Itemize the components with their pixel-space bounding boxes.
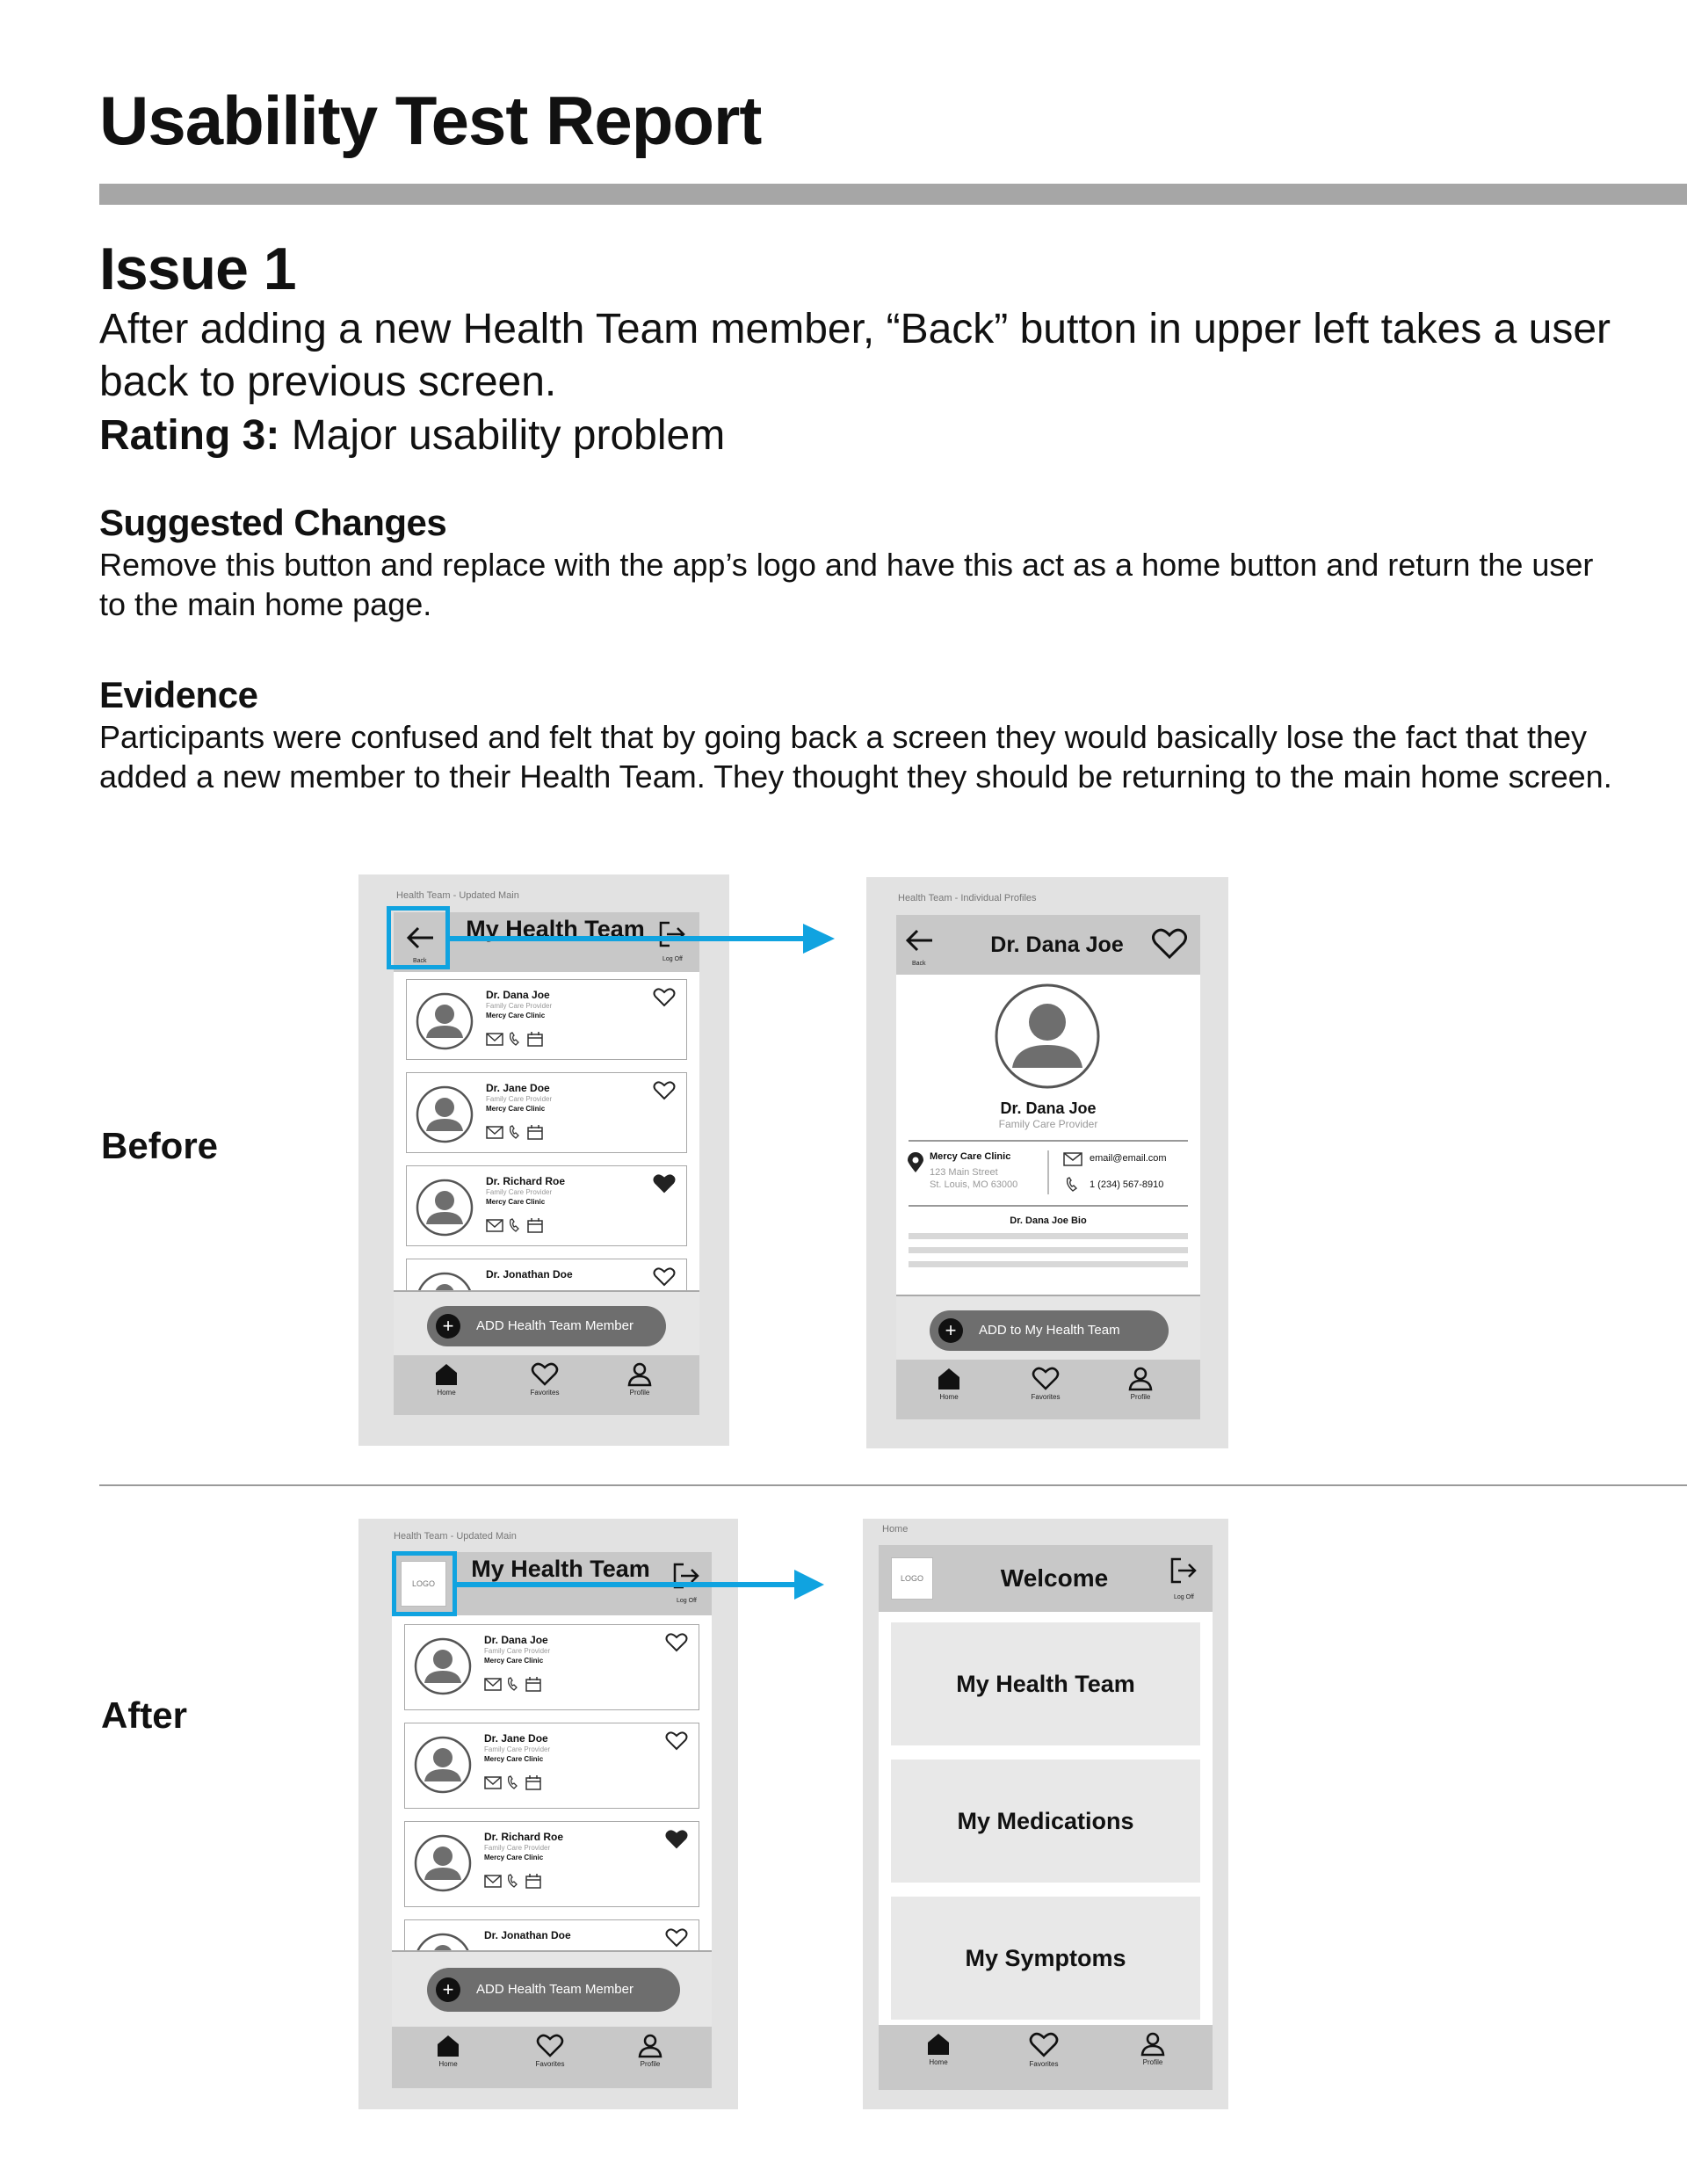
nav-home-label: Home <box>929 2058 948 2066</box>
member-card[interactable] <box>406 979 687 1060</box>
nav-favorites-label: Favorites <box>535 2060 565 2068</box>
profile-icon <box>637 2034 663 2058</box>
nav-profile-label: Profile <box>1142 2058 1163 2066</box>
avatar-icon <box>414 1637 472 1695</box>
app-header <box>896 915 1200 975</box>
phone-icon <box>1065 1177 1081 1193</box>
nav-profile[interactable] <box>1114 1367 1167 1401</box>
profile-street: 123 Main Street <box>930 1167 998 1178</box>
rating-label: Rating 3: <box>99 412 280 459</box>
bio-heading: Dr. Dana Joe Bio <box>1010 1215 1087 1226</box>
before-label: Before <box>101 1125 219 1166</box>
divider <box>1047 1150 1049 1194</box>
add-member-label: ADD Health Team Member <box>476 1982 634 1997</box>
screen-title: Dr. Dana Joe <box>990 932 1124 957</box>
profile-icon <box>1127 1367 1154 1391</box>
nav-favorites-label: Favorites <box>1029 2060 1059 2068</box>
avatar-icon <box>416 1179 474 1237</box>
nav-home-label: Home <box>438 2060 458 2068</box>
screen-caption: Health Team - Individual Profiles <box>898 893 1037 903</box>
member-role: Family Care Provider <box>484 1745 551 1753</box>
logo-button[interactable]: LOGO <box>401 1561 446 1607</box>
nav-profile[interactable] <box>624 2034 677 2068</box>
profile-clinic: Mercy Care Clinic <box>930 1151 1011 1162</box>
health-team-screen <box>392 1552 712 2088</box>
heart-icon <box>531 1362 559 1387</box>
screen-caption: Home <box>882 1524 909 1535</box>
favorite-heart-icon[interactable] <box>1151 927 1188 965</box>
member-name: Dr. Jane Doe <box>484 1732 548 1745</box>
favorite-heart-icon[interactable] <box>653 1080 676 1101</box>
profile-phone[interactable]: 1 (234) 567-8910 <box>1090 1179 1164 1190</box>
section-divider <box>99 1484 1687 1486</box>
nav-home[interactable] <box>422 2034 474 2068</box>
evidence-heading: Evidence <box>99 674 258 715</box>
screen-caption: Health Team - Updated Main <box>396 890 519 901</box>
bottom-nav <box>896 1360 1200 1419</box>
logoff-label: Log Off <box>677 1598 697 1604</box>
member-role: Family Care Provider <box>484 1844 551 1852</box>
favorite-heart-filled-icon[interactable] <box>653 1173 676 1194</box>
logoff-label: Log Off <box>662 956 683 962</box>
divider <box>909 1140 1188 1142</box>
nav-home[interactable] <box>420 1362 473 1397</box>
member-clinic: Mercy Care Clinic <box>484 1657 544 1665</box>
suggested-changes-body: Remove this button and replace with the app’s logo and have this act as a home button and return the user to the main home page. <box>99 547 1594 622</box>
add-to-team-label: ADD to My Health Team <box>979 1323 1120 1338</box>
member-card[interactable] <box>404 1821 699 1907</box>
member-clinic: Mercy Care Clinic <box>486 1198 546 1206</box>
member-clinic: Mercy Care Clinic <box>486 1105 546 1113</box>
location-pin-icon <box>907 1152 924 1173</box>
member-role: Family Care Provider <box>486 1095 553 1103</box>
add-member-bar <box>392 1950 712 2028</box>
add-member-label: ADD Health Team Member <box>476 1318 634 1333</box>
screen-caption: Health Team - Updated Main <box>394 1531 517 1542</box>
bio-placeholder-line <box>909 1247 1188 1253</box>
avatar-icon <box>416 1085 474 1143</box>
avatar-icon <box>416 992 474 1050</box>
home-icon <box>925 2032 952 2057</box>
heart-icon <box>1032 1367 1060 1391</box>
screen-title: My Health Team <box>471 1556 650 1582</box>
bottom-nav <box>394 1355 699 1415</box>
profile-name: Dr. Dana Joe <box>1000 1099 1097 1117</box>
profile-icon <box>626 1362 653 1387</box>
add-to-team-bar <box>896 1295 1200 1361</box>
favorite-heart-icon[interactable] <box>665 1731 688 1752</box>
back-button-highlight <box>387 906 450 969</box>
member-clinic: Mercy Care Clinic <box>484 1755 544 1763</box>
nav-profile-label: Profile <box>640 2060 661 2068</box>
nav-favorites[interactable] <box>518 1362 571 1397</box>
screen-title: My Health Team <box>466 916 645 942</box>
add-member-button[interactable] <box>427 1306 666 1346</box>
add-member-bar <box>394 1290 699 1357</box>
member-name: Dr. Jonathan Doe <box>484 1929 571 1941</box>
heart-icon <box>1028 2032 1060 2058</box>
flow-arrow-icon <box>450 922 836 955</box>
flow-arrow-icon <box>457 1568 826 1601</box>
member-name: Dr. Richard Roe <box>486 1175 566 1187</box>
member-card[interactable] <box>404 1624 699 1710</box>
bio-placeholder-line <box>909 1233 1188 1239</box>
add-to-team-button[interactable] <box>930 1310 1169 1351</box>
title-rule <box>99 184 1687 205</box>
home-mockup <box>863 1519 1228 2109</box>
favorite-heart-icon[interactable] <box>665 1927 688 1948</box>
after-label: After <box>101 1694 188 1736</box>
profile-role: Family Care Provider <box>998 1118 1098 1130</box>
member-card[interactable] <box>406 1072 687 1153</box>
email-icon <box>1063 1152 1082 1166</box>
contact-icons[interactable] <box>486 1124 547 1140</box>
profile-city: St. Louis, MO 63000 <box>930 1179 1018 1190</box>
nav-home-label: Home <box>939 1393 959 1401</box>
plus-icon: + <box>938 1318 963 1343</box>
tile-my-symptoms[interactable]: My Symptoms <box>891 1897 1200 2020</box>
logo-button-highlight <box>392 1551 457 1616</box>
member-name: Dr. Jane Doe <box>486 1082 550 1094</box>
nav-favorites[interactable] <box>1019 1367 1072 1401</box>
home-icon <box>936 1367 962 1391</box>
rating-text: Major usability problem <box>291 412 726 459</box>
avatar-icon <box>414 1834 472 1892</box>
issue-description: After adding a new Health Team member, “Back” button in upper left takes a user back to previous screen. <box>99 306 1611 405</box>
heart-icon <box>536 2034 564 2058</box>
avatar-icon <box>414 1736 472 1794</box>
member-name: Dr. Dana Joe <box>484 1634 548 1646</box>
contact-icons[interactable] <box>484 1774 546 1790</box>
health-team-screen <box>394 912 699 1415</box>
divider <box>909 1205 1188 1207</box>
add-member-button[interactable] <box>427 1968 680 2012</box>
profile-icon <box>1140 2032 1166 2057</box>
member-role: Family Care Provider <box>486 1188 553 1196</box>
member-clinic: Mercy Care Clinic <box>484 1854 544 1861</box>
member-clinic: Mercy Care Clinic <box>486 1012 546 1019</box>
member-card[interactable] <box>404 1723 699 1809</box>
profile-screen <box>896 915 1200 1419</box>
rating <box>99 410 725 462</box>
home-icon <box>433 1362 460 1387</box>
nav-profile[interactable] <box>1126 2032 1179 2066</box>
profile-mockup <box>866 877 1228 1448</box>
nav-home[interactable] <box>912 2032 965 2066</box>
nav-profile-label: Profile <box>629 1389 650 1397</box>
contact-icons[interactable] <box>486 1217 547 1233</box>
nav-favorites[interactable] <box>524 2034 576 2068</box>
favorite-heart-icon[interactable] <box>653 987 676 1008</box>
favorite-heart-icon[interactable] <box>665 1632 688 1653</box>
issue-title: Issue 1 <box>99 236 296 302</box>
member-role: Family Care Provider <box>484 1647 551 1655</box>
tile-my-health-team[interactable]: My Health Team <box>891 1622 1200 1745</box>
member-card[interactable] <box>406 1165 687 1246</box>
member-name: Dr. Jonathan Doe <box>486 1268 573 1281</box>
app-header <box>879 1545 1213 1612</box>
favorite-heart-icon[interactable] <box>653 1266 676 1288</box>
member-name: Dr. Dana Joe <box>486 989 550 1001</box>
contact-icons[interactable] <box>484 1873 546 1889</box>
profile-avatar-icon <box>993 982 1102 1091</box>
bottom-nav <box>879 2025 1213 2090</box>
bottom-nav <box>392 2027 712 2088</box>
nav-favorites-label: Favorites <box>530 1389 560 1397</box>
tile-my-medications[interactable]: My Medications <box>891 1760 1200 1883</box>
nav-profile[interactable] <box>613 1362 666 1397</box>
nav-profile-label: Profile <box>1130 1393 1151 1401</box>
nav-favorites-label: Favorites <box>1031 1393 1061 1401</box>
favorite-heart-filled-icon[interactable] <box>665 1829 688 1850</box>
screen-title: Welcome <box>1000 1564 1109 1592</box>
nav-home-label: Home <box>437 1389 456 1397</box>
back-label: Back <box>413 958 427 964</box>
evidence-body: Participants were confused and felt that by going back a screen they would basically lose the fact that they added a new member to their Health Team. They thought they should be returning to the main home screen. <box>99 719 1612 795</box>
home-icon <box>435 2034 461 2058</box>
logo-button[interactable]: LOGO <box>891 1557 933 1600</box>
suggested-changes-heading: Suggested Changes <box>99 502 447 543</box>
profile-email[interactable]: email@email.com <box>1090 1153 1167 1164</box>
member-name: Dr. Richard Roe <box>484 1831 564 1843</box>
nav-favorites[interactable] <box>1017 2032 1070 2068</box>
back-arrow-icon[interactable] <box>903 924 937 961</box>
contact-icons[interactable] <box>484 1676 546 1692</box>
report-title: Usability Test Report <box>99 82 762 159</box>
plus-icon: + <box>436 1314 460 1339</box>
logoff-icon[interactable] <box>1169 1556 1198 1590</box>
back-label: Back <box>912 961 926 967</box>
contact-icons[interactable] <box>486 1031 547 1047</box>
logoff-label: Log Off <box>1174 1594 1194 1600</box>
member-role: Family Care Provider <box>486 1002 553 1010</box>
plus-icon: + <box>436 1977 460 2002</box>
bio-placeholder-line <box>909 1261 1188 1267</box>
home-screen <box>879 1545 1213 2090</box>
nav-home[interactable] <box>923 1367 975 1401</box>
